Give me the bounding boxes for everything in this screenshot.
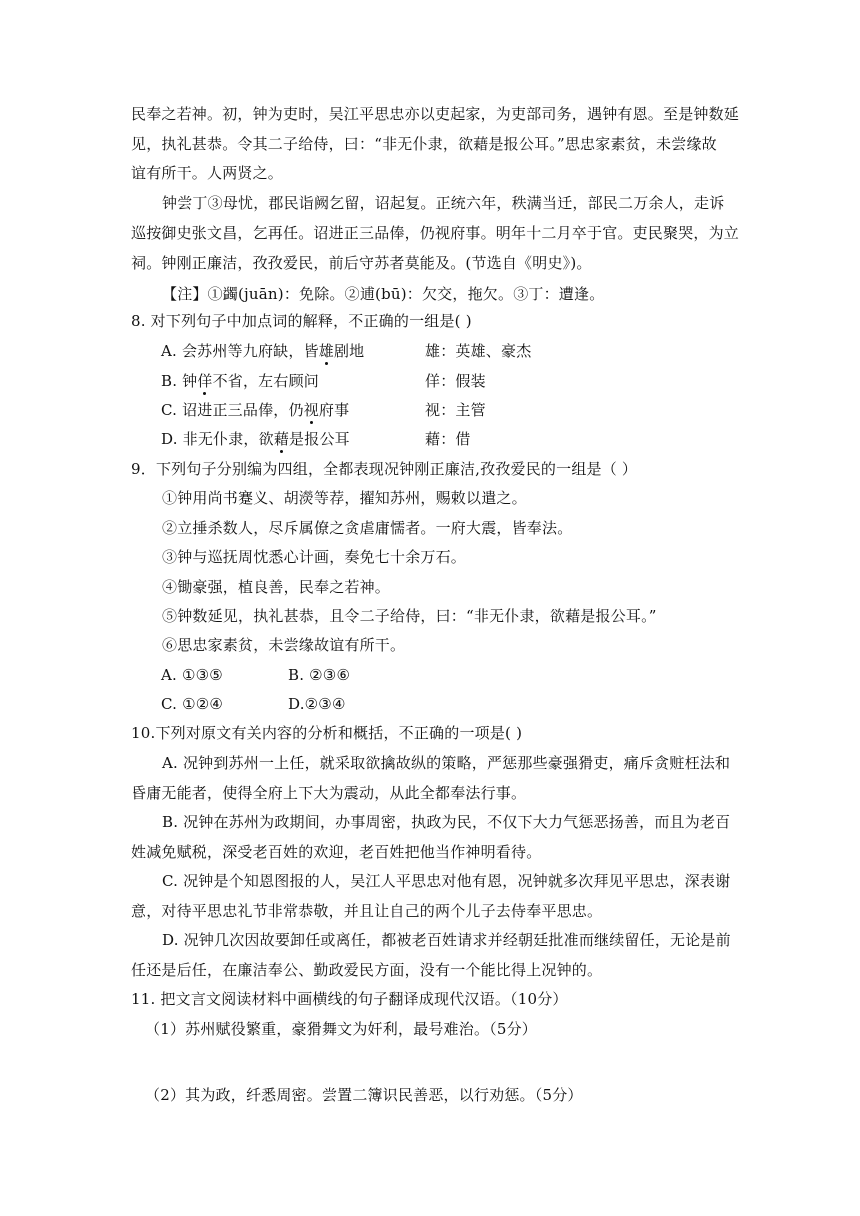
dotted-word: 佯 — [197, 372, 213, 390]
question-10-stem: 10.下列对原文有关内容的分析和概括，不正确的一项是( ) — [131, 724, 523, 742]
choice-d: D.②③④ — [288, 695, 346, 713]
option-text: 府事 — [318, 401, 350, 419]
question-8-stem: 8. 对下列句子中加点词的解释，不正确的一组是( ) — [131, 312, 472, 330]
passage-line: 钟尝丁③母忧，郡民诣阙乞留，诏起复。正统六年，秩满当迁，部民二万余人，走诉 — [162, 194, 725, 212]
question-11-sub-2: （2）其为政，纤悉周密。尝置二簿识民善恶，以行劝惩。（5分） — [145, 1086, 583, 1104]
question-9-item: ①钟用尚书蹇义、胡濙等荐，擢知苏州，赐敕以遣之。 — [162, 489, 527, 507]
option-text: A. 会苏州等九府缺，皆 — [161, 342, 319, 360]
question-9-item: ②立捶杀数人，尽斥属僚之贪虐庸懦者。一府大震，皆奉法。 — [162, 519, 573, 537]
option-explanation: 藉：借 — [425, 430, 471, 448]
dotted-word: 雄 — [318, 342, 334, 360]
option-text: 剧地 — [333, 342, 365, 360]
question-10-line: C. 况钟是个知恩图报的人，吴江人平思忠对他有恩，况钟就多次拜见平思忠，深表谢 — [162, 872, 731, 890]
option-explanation: 佯：假装 — [425, 372, 486, 390]
question-10-line: 意，对待平思忠礼节非常恭敬，并且让自己的两个儿子去侍奉平思忠。 — [131, 902, 603, 920]
dotted-word: 视 — [303, 401, 319, 419]
choice-a: A. ①③⑤ — [161, 666, 223, 684]
question-10-line: B. 况钟在苏州为政期间，办事周密，执政为民，不仅下大力气惩恶扬善，而且为老百 — [162, 813, 731, 831]
question-11-stem: 11. 把文言文阅读材料中画横线的句子翻译成现代汉语。（10分） — [131, 990, 568, 1008]
passage-line: 巡按御史张文昌，乞再任。诏进正三品俸，仍视府事。明年十二月卒于官。吏民聚哭，为立 — [131, 224, 740, 242]
passage-line: 谊有所干。人两贤之。 — [131, 164, 284, 182]
passage-line: 见，执礼甚恭。令其二子给侍，曰：“非无仆隶，欲藉是报公耳。”思忠家素贫，未尝缘故 — [131, 135, 717, 153]
question-9-item: ⑤钟数延见，执礼甚恭，且令二子给侍，曰：“非无仆隶，欲藉是报公耳。” — [162, 607, 657, 625]
question-9-item: ⑥思忠家素贫，未尝缘故谊有所干。 — [162, 636, 406, 654]
question-10-line: 姓减免赋税，深受老百姓的欢迎，老百姓把他当作神明看待。 — [131, 843, 542, 861]
question-9-item: ③钟与巡抚周忱悉心计画，奏免七十余万石。 — [162, 548, 467, 566]
choice-b: B. ②③⑥ — [288, 666, 351, 684]
passage-line: 民奉之若神。初，钟为吏时，吴江平思忠亦以吏起家，为吏部司务，遇钟有恩。至是钟数延 — [131, 105, 740, 123]
option-text: 不省，左右顾问 — [212, 372, 319, 390]
question-11-sub-1: （1）苏州赋役繁重，豪猾舞文为奸利，最号难治。（5分） — [145, 1020, 537, 1038]
option-text: C. 诏进正三品俸，仍 — [161, 401, 304, 419]
question-10-line: A. 况钟到苏州一上任，就采取欲擒故纵的策略，严惩那些豪强猾吏，痛斥贪赃枉法和 — [162, 754, 731, 772]
option-explanation: 视：主管 — [425, 401, 486, 419]
question-9-item: ④锄豪强，植良善，民奉之若神。 — [162, 578, 391, 596]
option-text: 是报公耳 — [289, 430, 350, 448]
footnote: 【注】①蠲(juān)：免除。②逋(bū)：欠交，拖欠。③丁：遭逢。 — [162, 285, 605, 303]
question-10-line: 昏庸无能者，使得全府上下大为震动，从此全都奉法行事。 — [131, 784, 527, 802]
option-explanation: 雄：英雄、豪杰 — [425, 342, 532, 360]
dotted-word: 藉 — [273, 430, 290, 448]
option-text: B. 钟 — [161, 372, 198, 390]
question-9-stem: 9．下列句子分别编为四组，全都表现况钟刚正廉洁,孜孜爱民的一组是（ ） — [131, 460, 638, 478]
question-10-line: D. 况钟几次因故要卸任或离任，都被老百姓请求并经朝廷批准而继续留任，无论是前 — [162, 931, 731, 949]
choice-c: C. ①②④ — [161, 695, 224, 713]
passage-line: 祠。钟刚正廉洁，孜孜爱民，前后守苏者莫能及。(节选自《明史》)。 — [131, 254, 592, 272]
question-10-line: 任还是后任，在廉洁奉公、勤政爱民方面，没有一个能比得上况钟的。 — [131, 961, 603, 979]
option-text: D. 非无仆隶，欲 — [161, 430, 274, 448]
